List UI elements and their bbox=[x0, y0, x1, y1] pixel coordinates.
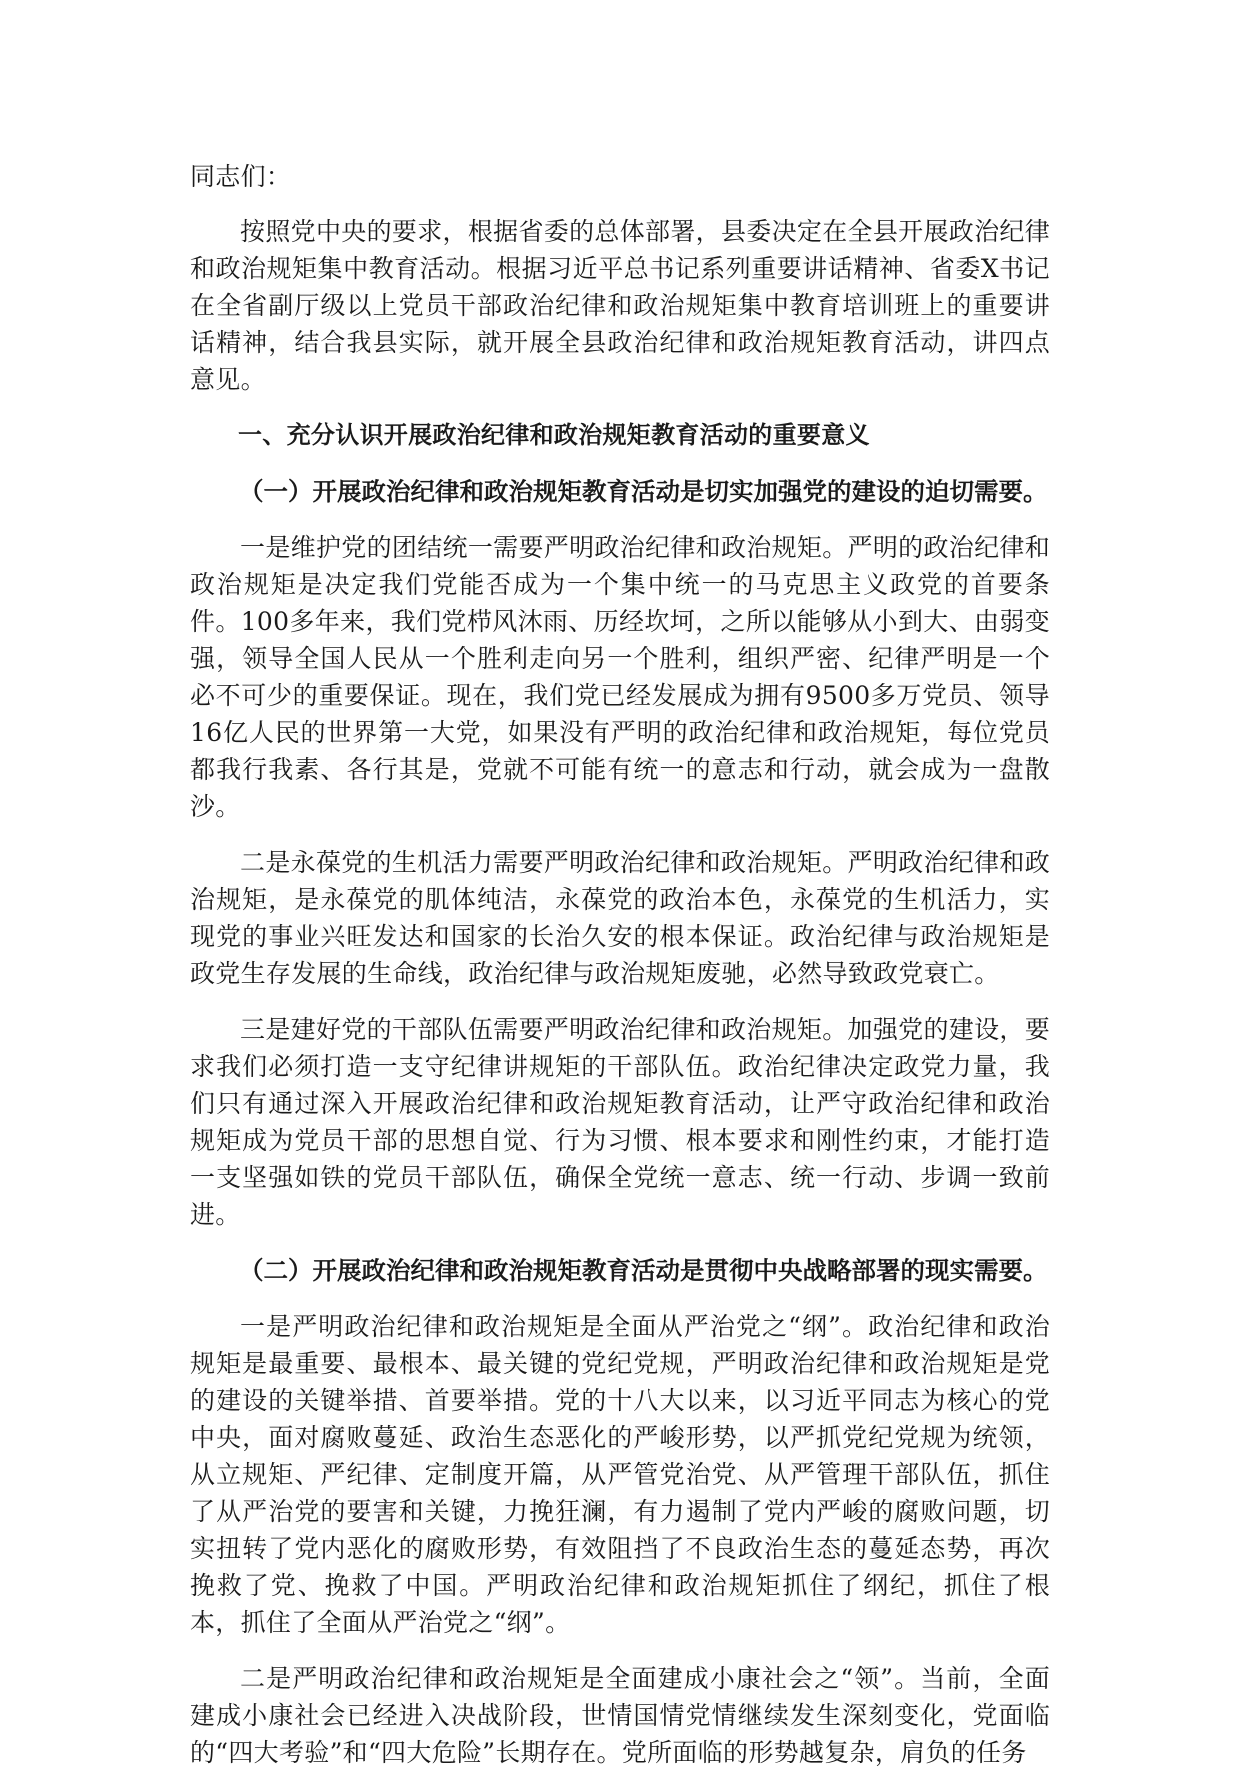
paragraph-1-1: 一是维护党的团结统一需要严明政治纪律和政治规矩。严明的政治纪律和政治规矩是决定我们党能否成为一个集中统一的马克思主义政党的首要条件。100多年来，我们党栉风沐雨、历经坎坷，之所以能够从小到大、由弱变强，领导全国人民从一个胜利走向另一个胜利，组织严密、纪律严明是一个必不可少的重要保证。现在，我们党已经发展成为拥有9500多万党员、领导16亿人民的世界第一大党，如果没有严明的政治纪律和政治规矩，每位党员都我行我素、各行其是，党就不可能有统一的意志和行动，就会成为一盘散沙。 bbox=[190, 533, 1050, 821]
paragraph-2-1: 一是严明政治纪律和政治规矩是全面从严治党之“纲”。政治纪律和政治规矩是最重要、最根本、最关键的党纪党规，严明政治纪律和政治规矩是党的建设的关键举措、首要举措。党的十八大以来，以习近平同志为核心的党中央，面对腐败蔓延、政治生态恶化的严峻形势，以严抓党纪党规为统领，从立规矩、严纪律、定制度开篇，从严管党治党、从严管理干部队伍，抓住了从严治党的要害和关键，力挽狂澜，有力遏制了党内严峻的腐败问题，切实扭转了党内恶化的腐败形势，有效阻挡了不良政治生态的蔓延态势，再次挽救了党、挽救了中国。严明政治纪律和政治规矩抓住了纲纪，抓住了根本，抓住了全面从严治党之“纲”。 bbox=[190, 1312, 1050, 1637]
subsection-heading-1: （一）开展政治纪律和政治规矩教育活动是切实加强党的建设的迫切需要。 bbox=[239, 477, 1048, 506]
paragraph-1-2: 二是永葆党的生机活力需要严明政治纪律和政治规矩。严明政治纪律和政治规矩，是永葆党的肌体纯洁，永葆党的政治本色，永葆党的生机活力，实现党的事业兴旺发达和国家的长治久安的根本保证。政治纪律与政治规矩是政党生存发展的生命线，政治纪律与政治规矩废驰，必然导致政党衰亡。 bbox=[190, 848, 1050, 988]
subsection-heading-2: （二）开展政治纪律和政治规矩教育活动是贯彻中央战略部署的现实需要。 bbox=[239, 1256, 1048, 1285]
paragraph-2-2: 二是严明政治纪律和政治规矩是全面建成小康社会之“领”。当前，全面建成小康社会已经进入决战阶段，世情国情党情继续发生深刻变化，党面临的“四大考验”和“四大危险”长期存在。党所面临的形势越复杂，肩负的任务 bbox=[190, 1664, 1050, 1767]
intro-paragraph: 按照党中央的要求，根据省委的总体部署，县委决定在全县开展政治纪律和政治规矩集中教育活动。根据习近平总书记系列重要讲话精神、省委X书记在全省副厅级以上党员干部政治纪律和政治规矩集中教育培训班上的重要讲话精神，结合我县实际，就开展全县政治纪律和政治规矩教育活动，讲四点意见。 bbox=[190, 217, 1050, 394]
section-heading-1: 一、充分认识开展政治纪律和政治规矩教育活动的重要意义 bbox=[238, 421, 870, 449]
salutation: 同志们： bbox=[190, 162, 292, 191]
paragraph-1-3: 三是建好党的干部队伍需要严明政治纪律和政治规矩。加强党的建设，要求我们必须打造一支守纪律讲规矩的干部队伍。政治纪律决定政党力量，我们只有通过深入开展政治纪律和政治规矩教育活动，让严守政治纪律和政治规矩成为党员干部的思想自觉、行为习惯、根本要求和刚性约束，才能打造一支坚强如铁的党员干部队伍，确保全党统一意志、统一行动、步调一致前进。 bbox=[190, 1015, 1050, 1229]
